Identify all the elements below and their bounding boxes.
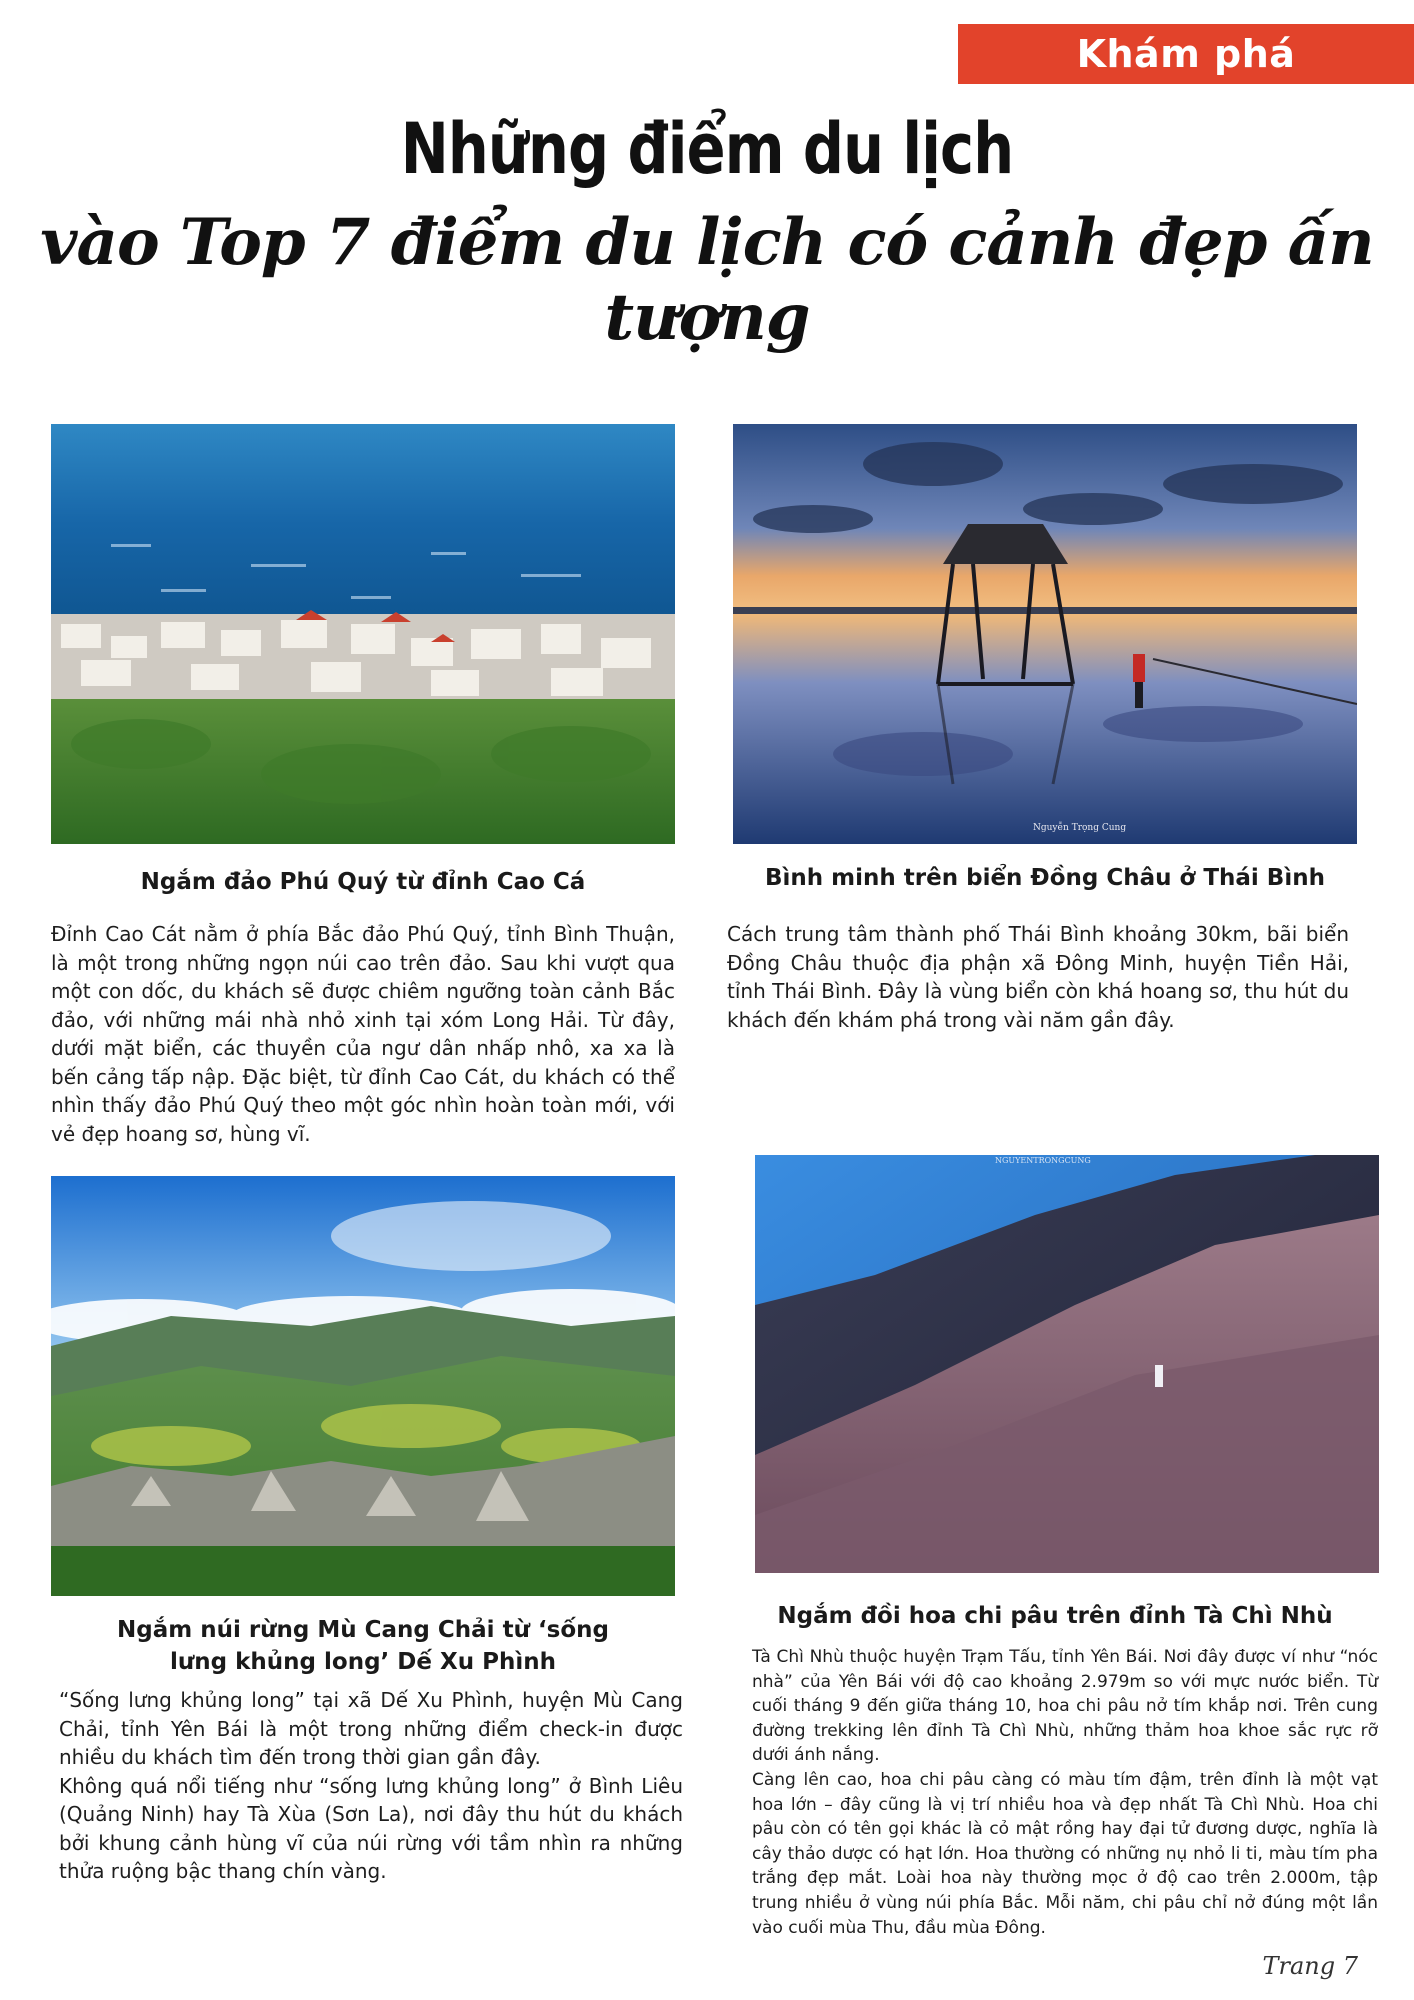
heading-line: lưng khủng long’ Dế Xu Phình	[170, 1649, 556, 1675]
page-number: Trang 7	[1262, 1952, 1358, 1980]
photo-mu-cang-chai	[51, 1176, 675, 1596]
section-banner	[958, 24, 1414, 84]
article-paragraph: Không quá nổi tiếng như “sống lưng khủng long” ở Bình Liêu (Quảng Ninh) hay Tà Xùa (Sơn La), nơi đây thu hút du khách bởi khung cảnh hùng vĩ của núi rừng với tầm nhìn ra những thửa ruộng bậc thang chín vàng.	[59, 1773, 683, 1883]
article-heading-ta-chi-nhu: Ngắm đồi hoa chi pâu trên đỉnh Tà Chì Nhù	[777, 1603, 1333, 1629]
article-body-dong-chau	[727, 920, 1349, 1034]
photo-credit-dong-chau: Nguyễn Trọng Cung	[1033, 823, 1127, 833]
heading-line: Ngắm núi rừng Mù Cang Chải từ ‘sống	[116, 1617, 610, 1643]
article-paragraph: Cách trung tâm thành phố Thái Bình khoảng 30km, bãi biển Đồng Châu thuộc địa phận xã Đông Minh, huyện Tiền Hải, tỉnh Thái Bình. Đây là vùng biển còn khá hoang sơ, thu hút du khách đến khám phá trong vài năm gần đây.	[727, 922, 1349, 1032]
article-body-phu-quy	[51, 920, 675, 1148]
photo-phu-quy-island	[51, 424, 675, 844]
photo-ta-chi-nhu	[755, 1155, 1379, 1573]
article-paragraph: “Sống lưng khủng long” tại xã Dế Xu Phình, huyện Mù Cang Chải, tỉnh Yên Bái là một trong những điểm check-in được nhiều du khách tìm đến trong thời gian gần đây.	[59, 1688, 683, 1769]
article-paragraph: Đỉnh Cao Cát nằm ở phía Bắc đảo Phú Quý, tỉnh Bình Thuận, là một trong những ngọn núi cao trên đảo. Sau khi vượt qua một con dốc, du khách sẽ được chiêm ngưỡng toàn cảnh Bắc đảo, với những mái nhà nhỏ xinh tại xóm Long Hải. Từ đây, dưới mặt biển, các thuyền của ngư dân nhấp nhô, xa xa là bến cảng tấp nập. Đặc biệt, từ đỉnh Cao Cát, du khách có thể nhìn thấy đảo Phú Quý theo một góc nhìn hoàn toàn mới, với vẻ đẹp hoang sơ, hùng vĩ.	[51, 922, 675, 1146]
page-title-line2: vào Top 7 điểm du lịch có cảnh đẹp ấn tượng	[40, 205, 1374, 355]
article-heading-mu-cang-chai	[51, 1614, 675, 1678]
page-title-line1: Những điểm du lịch	[400, 108, 1014, 190]
article-heading-dong-chau: Bình minh trên biển Đồng Châu ở Thái Bình	[765, 865, 1325, 891]
article-paragraph: Càng lên cao, hoa chi pâu càng có màu tím đậm, trên đỉnh là một vạt hoa lớn – đây cũng là vị trí nhiều hoa và đẹp nhất Tà Chì Nhù. Hoa chi pâu còn có tên gọi khác là cỏ mật rồng hay đại tử đương dược, nghĩa là cây thảo dược có hạt lớn. Hoa thường có những nụ nhỏ li ti, màu tím pha trắng đẹp mắt. Loài hoa này thường mọc ở độ cao trên 2.000m, tập trung nhiều ở vùng núi phía Bắc. Mỗi năm, chi pâu chỉ nở đúng một lần vào cuối mùa Thu, đầu mùa Đông.	[752, 1769, 1378, 1938]
article-paragraph: Tà Chì Nhù thuộc huyện Trạm Tấu, tỉnh Yên Bái. Nơi đây được ví như “nóc nhà” của Yên Bái với độ cao khoảng 2.979m so với mực nước biển. Từ cuối tháng 9 đến giữa tháng 10, hoa chi pâu nở tím khắp nơi. Trên cung đường trekking lên đỉnh Tà Chì Nhù, những thảm hoa khoe sắc rực rỡ dưới ánh nắng.	[752, 1647, 1378, 1766]
article-heading-phu-quy: Ngắm đảo Phú Quý từ đỉnh Cao Cá	[140, 869, 586, 895]
photo-dong-chau-sunrise	[733, 424, 1357, 844]
article-body-mu-cang-chai	[59, 1686, 683, 1886]
photo-credit-ta-chi-nhu: NGUYENTRONGCUNG	[995, 1156, 1091, 1165]
section-label: Khám phá	[1076, 32, 1296, 76]
article-body-ta-chi-nhu	[752, 1645, 1378, 1940]
